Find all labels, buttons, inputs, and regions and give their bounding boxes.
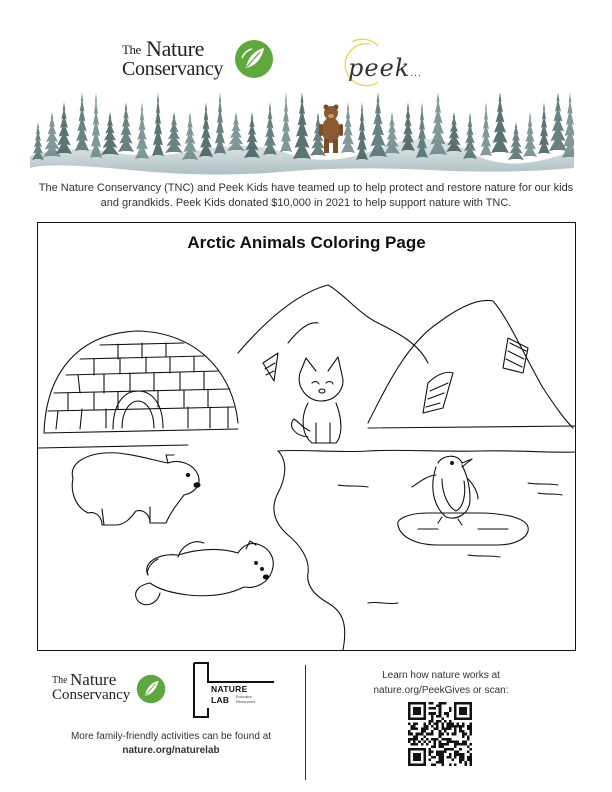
arctic-scene-illustration	[38, 223, 575, 650]
pine-tree-icon	[227, 112, 245, 151]
footer-tnc-logo	[52, 670, 172, 709]
pine-tree-icon	[549, 92, 567, 151]
pine-tree-icon	[214, 92, 226, 154]
pine-tree-icon	[75, 92, 89, 151]
footer-tnc-the: The	[52, 675, 68, 686]
mountains	[38, 285, 575, 448]
coloring-page-title: Arctic Animals Coloring Page	[187, 233, 426, 252]
pine-tree-icon	[101, 112, 119, 155]
intro-text: The Nature Conservancy (TNC) and Peek Kids have teamed up to help protect and restore nature for our kids and grandkids. Peek Kids donated $10,000 in 2021 to help support nature with TNC.	[38, 182, 574, 209]
tnc-logo-conservancy: Conservancy	[122, 58, 224, 80]
pine-tree-icon	[280, 92, 292, 152]
tnc-logo	[122, 36, 282, 84]
nature-lab-logo	[192, 662, 276, 718]
more-activities-text	[40, 730, 302, 758]
learn-line2[interactable]: nature.org/PeekGives or scan:	[373, 685, 509, 696]
sleeping-polar-bear	[136, 541, 274, 605]
more-activities-line: More family-friendly activities can be found at	[70, 731, 272, 742]
water	[274, 450, 575, 650]
tnc-logo-the: The	[122, 42, 141, 57]
naturelab-link[interactable]: nature.org/naturelab	[122, 745, 220, 756]
learn-line1: Learn how nature works at	[382, 670, 500, 681]
pine-tree-icon	[356, 102, 368, 160]
tnc-leaf-icon	[234, 38, 274, 80]
tnc-logo-nature: Nature	[146, 36, 205, 61]
polar-bear-cub	[72, 453, 200, 525]
footer-tnc-nature: Nature	[70, 670, 117, 689]
penguin-on-ice-floe	[398, 456, 528, 545]
igloo	[44, 331, 238, 433]
pine-tree-icon	[56, 102, 72, 154]
pine-tree-icon	[293, 92, 311, 159]
peek-logo	[332, 38, 422, 88]
pine-tree-icon	[341, 102, 355, 153]
qr-code-icon[interactable]	[408, 702, 472, 766]
pine-tree-icon	[135, 102, 149, 159]
footer-divider	[305, 665, 306, 780]
pine-tree-icon	[491, 92, 509, 153]
pine-tree-icon	[523, 112, 537, 157]
tnc-leaf-icon	[136, 673, 166, 705]
nature-lab-subtitle: Educator Resources	[236, 694, 256, 704]
pine-tree-icon	[165, 112, 183, 153]
nature-lab-line1: NATURE	[211, 684, 248, 694]
pine-tree-icon	[480, 102, 492, 156]
pine-tree-icon	[538, 102, 550, 154]
arctic-fox	[292, 357, 343, 443]
learn-text	[330, 668, 552, 698]
pine-tree-icon	[508, 122, 524, 160]
pine-tree-icon	[152, 92, 164, 156]
coloring-frame	[37, 222, 576, 651]
pine-tree-icon	[263, 102, 277, 155]
peek-wordmark: peek...	[348, 54, 422, 82]
forest-banner-illustration	[30, 86, 574, 176]
pine-tree-icon	[118, 102, 134, 152]
footer-tnc-conservancy: Conservancy	[52, 687, 131, 703]
pine-tree-icon	[90, 92, 102, 158]
nature-lab-line2: LAB	[211, 695, 230, 705]
